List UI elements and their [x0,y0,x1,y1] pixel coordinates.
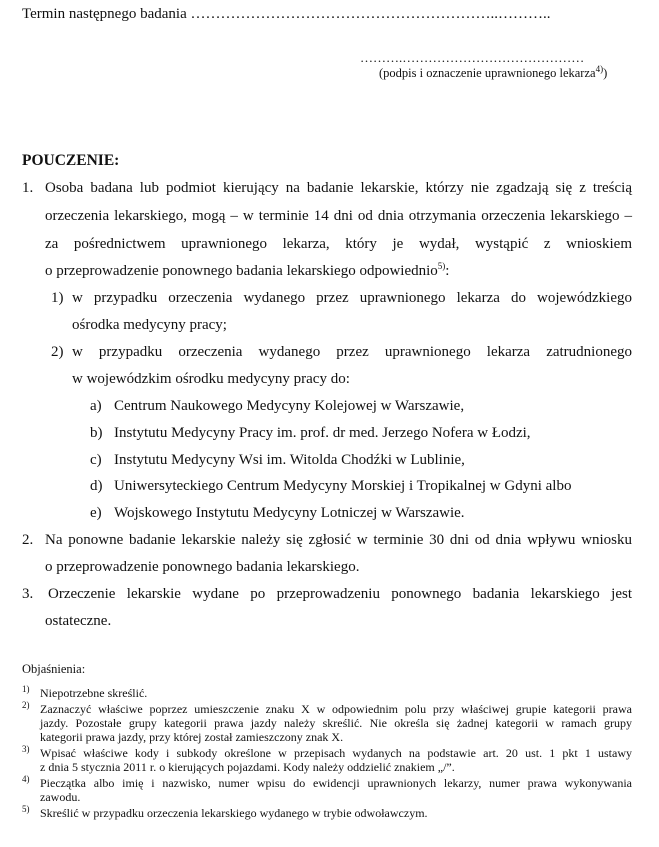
option-d-text: Uniwersyteckiego Centrum Medycyny Morskiej i Tropikalnej w Gdyni albo [114,478,572,494]
footnote-4-line1: Pieczątka albo imię i nazwisko, numer wpisu do ewidencji uprawnionych lekarzy, numer prawa wykonywania [40,776,632,790]
sub2-line2: w wojewódzkim ośrodku medycyny pracy do: [72,371,350,387]
sub1-line1: w przypadku orzeczenia wydanego przez uprawnionego lekarza do wojewódzkiego [72,290,632,306]
next-exam-dots: ……………………………………………………..……….. [190,6,551,22]
footnote-5-line1: Skreślić w przypadku orzeczenia lekarskiego wydanego w trybie odwoławczym. [40,806,428,820]
option-b-letter: b) [90,425,103,441]
option-e-letter: e) [90,505,102,521]
item2-number: 2. [22,532,34,548]
option-c-letter: c) [90,452,102,468]
option-a-text: Centrum Naukowego Medycyny Kolejowej w Warszawie, [114,398,465,414]
footnote-2-line1: Zaznaczyć właściwe poprzez umieszczenie znaku X w odpowiednim polu przy właściwej grupie kategorii prawa [40,702,632,716]
option-b-text: Instytutu Medycyny Pracy im. prof. dr med. Jerzego Nofera w Łodzi, [114,425,531,441]
item3-line1: Orzeczenie lekarskie wydane po przeprowadzeniu ponownego badania lekarskiego jest [48,586,632,602]
footnote-2-line2: jazdy. Pozostałe grupy kategorii prawa jazdy należy skreślić. Nie określa się żadnej kategorii w ramach grupy [40,716,632,730]
footnote-4-line2: zawodu. [40,790,81,804]
item1-line4: o przeprowadzenie ponownego badania lekarskiego odpowiednio$^{5)}$: [45,261,450,279]
next-exam-label: Termin następnego badania [22,6,187,22]
sub2-number: 2) [51,344,64,360]
item2-line2: o przeprowadzenie ponownego badania lekarskiego. [45,559,360,575]
footnote-3-line1: Wpisać właściwe kody i subkody określone w przepisach wydanych na podstawie art. 20 ust. 1 pkt 1 ustawy [40,746,632,760]
item1-line3: za pośrednictwem uprawnionego lekarza, który je wydał, wystąpić z wnioskiem [45,236,632,252]
signature-caption-sup: 4) [595,63,604,74]
option-c-text: Instytutu Medycyny Wsi im. Witolda Chodźki w Lublinie, [114,452,465,468]
next-exam-line [22,6,550,23]
instruction-heading: POUCZENIE: [22,152,120,169]
footnote-5-mark: 5) [22,804,30,814]
item3-line2: ostateczne. [45,613,112,629]
footnote-1-mark: 1) [22,684,30,694]
footnote-4-mark: 4) [22,774,30,784]
option-e-text: Wojskowego Instytutu Medycyny Lotniczej w Warszawie. [114,505,465,521]
footnote-3-line2: z dnia 5 stycznia 2011 r. o kierujących pojazdami. Kody należy oddzielić znakiem „/”. [40,760,455,774]
sub1-number: 1) [51,290,64,306]
footnote-3-mark: 3) [22,744,30,754]
signature-caption: (podpis i oznaczenie uprawnionego lekarza$^{4)}$) [379,63,608,80]
footnote-1-line1: Niepotrzebne skreślić. [40,686,148,700]
item1-line1: Osoba badana lub podmiot kierujący na badanie lekarskie, którzy nie zgadzają się z treścią [45,180,632,196]
option-d-letter: d) [90,478,103,494]
sub2-line1: w przypadku orzeczenia wydanego przez uprawnionego lekarza zatrudnionego [72,344,632,360]
footnotes-title: Objaśnienia: [22,662,86,676]
item1-line4-sup: 5) [437,261,446,271]
option-a-letter: a) [90,398,102,414]
footnote-2-line3: kategorii prawa jazdy, przy której został zamieszczony znak X. [40,730,344,744]
sub1-line2: ośrodka medycyny pracy; [72,317,227,333]
signature-dots: ……….…………………………………… [360,50,585,65]
item3-number: 3. [22,586,34,602]
item1-number: 1. [22,180,34,196]
item2-line1: Na ponowne badanie lekarskie należy się zgłosić w terminie 30 dni od dnia wpływu wniosku [45,532,632,548]
footnote-2-mark: 2) [22,700,30,710]
item1-line2: orzeczenia lekarskiego, mogą – w terminie 14 dni od dnia otrzymania orzeczenia lekarskiego – [45,208,632,224]
